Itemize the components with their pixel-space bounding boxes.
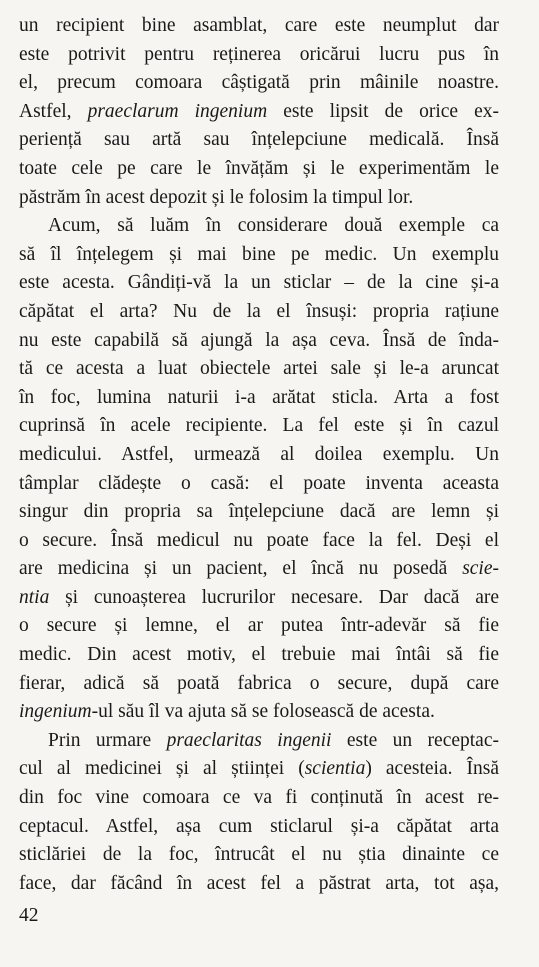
- text-run: periență sau artă sau înțelepciune medicală. Însă: [19, 129, 499, 151]
- text-run: Acum, să luăm în considerare două exemple ca: [48, 215, 499, 237]
- italic-term: ingenium: [19, 701, 92, 723]
- body-text: [19, 12, 499, 898]
- text-line: [19, 69, 499, 98]
- italic-term: praeclarum ingenium: [87, 100, 268, 122]
- text-line: [19, 755, 499, 784]
- text-run: singur din propria sa înțelepciune dacă are lemn și: [19, 501, 499, 523]
- text-line: [19, 126, 499, 155]
- text-line: [19, 155, 499, 184]
- text-run: păstrăm în acest depozit și le folosim la timpul lor.: [19, 186, 414, 208]
- text-run: este un receptac-: [331, 729, 499, 751]
- text-line: [19, 670, 499, 699]
- page-number: 42: [19, 905, 39, 926]
- italic-term: scie-: [462, 558, 499, 580]
- text-line: [19, 327, 499, 356]
- text-line: [19, 527, 499, 556]
- text-run: ceptacul. Astfel, așa cum sticlarul și-a căpătat arta: [19, 815, 499, 837]
- text-run: sticlăriei de la foc, întrucât el nu știa dinainte ce: [19, 844, 499, 866]
- text-line: [19, 841, 499, 870]
- text-line: [19, 784, 499, 813]
- text-line: [19, 355, 499, 384]
- text-line: [19, 212, 499, 241]
- text-line: [19, 641, 499, 670]
- text-line: [19, 41, 499, 70]
- text-run: din foc vine comoara ce va fi conținută în acest re-: [19, 787, 499, 809]
- text-run: medicului. Astfel, urmează al doilea exemplu. Un: [19, 443, 499, 465]
- text-run: tâmplar clădește o casă: el poate inventa aceasta: [19, 472, 499, 494]
- text-line: [19, 412, 499, 441]
- text-run: fierar, adică să poată fabrica o secure, după care: [19, 672, 499, 694]
- text-run: este acesta. Gândiți-vă la un sticlar – de la cine și-a: [19, 272, 499, 294]
- italic-term: scientia: [304, 758, 366, 780]
- text-line: [19, 813, 499, 842]
- text-line: [19, 98, 499, 127]
- text-run: are medicina și un pacient, el încă nu posedă: [19, 558, 463, 580]
- text-line: [19, 441, 499, 470]
- text-run: în foc, lumina naturii i-a arătat sticla. Arta a fost: [19, 386, 499, 408]
- text-line: [19, 241, 499, 270]
- text-run: nu este capabilă să ajungă la așa ceva. Însă de înda-: [19, 329, 499, 351]
- text-run: o secure. Însă medicul nu poate face la fel. Deși el: [19, 529, 499, 551]
- text-line: [19, 727, 499, 756]
- text-run: este potrivit pentru reținerea oricărui lucru pus în: [19, 43, 499, 65]
- text-line: [19, 269, 499, 298]
- text-line: [19, 584, 499, 613]
- text-line: [19, 12, 499, 41]
- text-run: toate cele pe care le învățăm și le experimentăm le: [19, 157, 499, 179]
- text-line: [19, 384, 499, 413]
- italic-term: ntia: [19, 586, 50, 608]
- text-run: tă ce acesta a luat obiectele artei sale și le-a aruncat: [19, 358, 499, 380]
- text-run: cul al medicinei și al științei (: [19, 758, 305, 780]
- text-run: ) acesteia. Însă: [365, 758, 500, 780]
- italic-term: praeclaritas ingenii: [166, 729, 332, 751]
- text-run: o secure și lemne, el ar putea într-adevăr să fie: [19, 615, 499, 637]
- text-run: și cunoașterea lucrurilor necesare. Dar dacă are: [49, 586, 499, 608]
- text-run: -ul său îl va ajuta să se folosească de acesta.: [91, 701, 435, 723]
- text-run: căpătat el arta? Nu de la el însuși: propria rațiune: [19, 300, 499, 322]
- text-run: medic. Din acest motiv, el trebuie mai întâi să fie: [19, 644, 499, 666]
- text-line: [19, 698, 499, 727]
- text-run: un recipient bine asamblat, care este neumplut dar: [19, 15, 499, 36]
- text-line: [19, 612, 499, 641]
- text-line: [19, 470, 499, 499]
- text-line: [19, 555, 499, 584]
- text-run: Astfel,: [19, 100, 88, 122]
- text-run: este lipsit de orice ex-: [267, 100, 500, 122]
- text-run: cuprinsă în acele recipiente. La fel este și în cazul: [19, 415, 499, 437]
- text-run: Prin urmare: [48, 729, 167, 751]
- text-line: [19, 298, 499, 327]
- text-run: el, precum comoara câștigată prin mâinile noastre.: [19, 72, 499, 94]
- text-run: face, dar făcând în acest fel a păstrat arta, tot așa,: [19, 872, 499, 894]
- text-line: [19, 498, 499, 527]
- text-line: [19, 870, 499, 899]
- text-line: [19, 184, 499, 213]
- text-run: să îl înțelegem și mai bine pe medic. Un exemplu: [19, 243, 499, 265]
